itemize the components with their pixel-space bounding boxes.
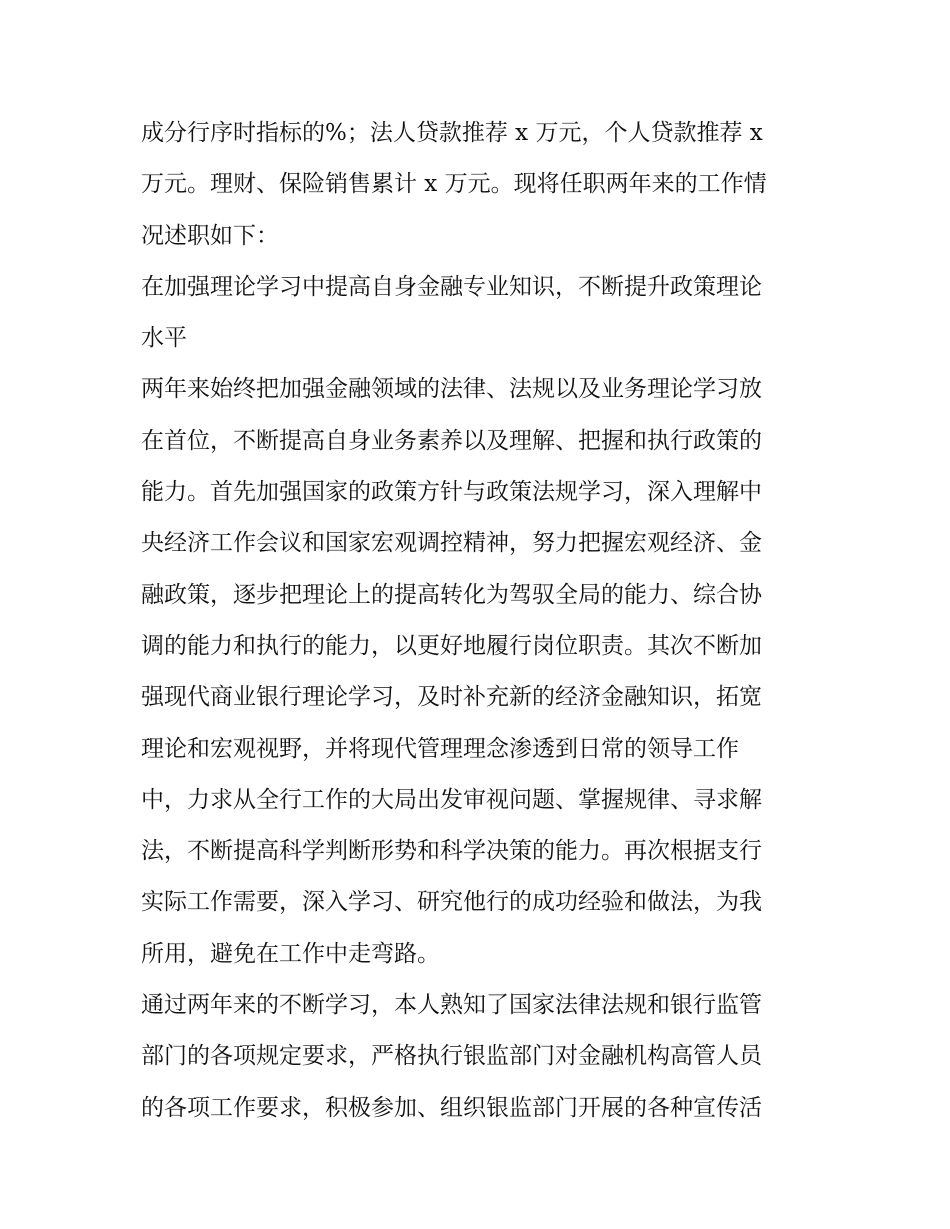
text-line-13: 理论和宏观视野，并将现代管理理念渗透到日常的领导工作 bbox=[141, 735, 739, 762]
section-heading-line-2: 水平 bbox=[141, 325, 187, 352]
text-line-8: 能力。首先加强国家的政策方针与政策法规学习，深入理解中 bbox=[141, 479, 762, 506]
text-line-11: 调的能力和执行的能力，以更好地履行岗位职责。其次不断加 bbox=[141, 632, 762, 659]
text-line-12: 强现代商业银行理论学习，及时补充新的经济金融知识，拓宽 bbox=[141, 684, 762, 711]
text-line-6: 两年来始终把加强金融领域的法律、法规以及业务理论学习放 bbox=[141, 376, 762, 403]
text-line-7: 在首位，不断提高自身业务素养以及理解、把握和执行政策的 bbox=[141, 427, 762, 454]
text-line-20: 的各项工作要求，积极参加、组织银监部门开展的各种宣传活 bbox=[141, 1094, 762, 1121]
section-heading-line-1: 在加强理论学习中提高自身金融专业知识，不断提升政策理论 bbox=[141, 273, 762, 300]
text-line-18: 通过两年来的不断学习，本人熟知了国家法律法规和银行监管 bbox=[141, 992, 762, 1019]
text-line-10: 融政策，逐步把理论上的提高转化为驾驭全局的能力、综合协 bbox=[141, 581, 762, 608]
text-line-19: 部门的各项规定要求，严格执行银监部门对金融机构高管人员 bbox=[141, 1043, 762, 1070]
body-text bbox=[141, 108, 821, 1134]
text-line-2: 万元。理财、保险销售累计 x 万元。现将任职两年来的工作情 bbox=[141, 171, 767, 198]
text-line-9: 央经济工作会议和国家宏观调控精神，努力把握宏观经济、金 bbox=[141, 530, 762, 557]
text-line-1: 成分行序时指标的%；法人贷款推荐 x 万元，个人贷款推荐 x bbox=[141, 120, 763, 146]
text-line-17: 所用，避免在工作中走弯路。 bbox=[141, 940, 440, 967]
text-line-16: 实际工作需要，深入学习、研究他行的成功经验和做法，为我 bbox=[141, 889, 762, 916]
text-line-14: 中，力求从全行工作的大局出发审视问题、掌握规律、寻求解 bbox=[141, 786, 762, 813]
text-line-15: 法，不断提高科学判断形势和科学决策的能力。再次根据支行 bbox=[141, 838, 762, 865]
text-line-3: 况述职如下： bbox=[141, 222, 279, 249]
